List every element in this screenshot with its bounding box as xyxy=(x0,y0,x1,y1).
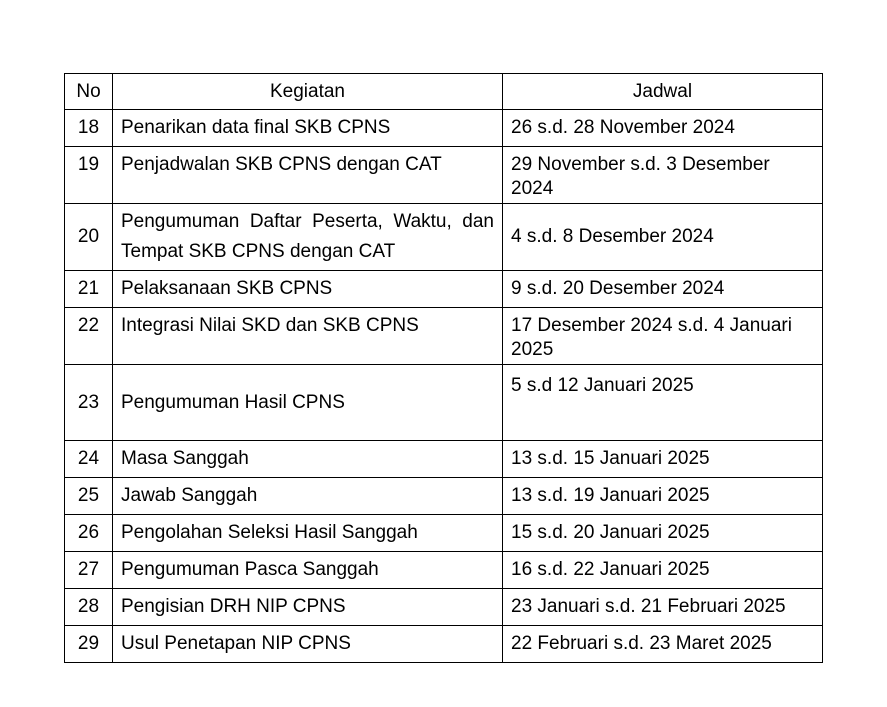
header-no: No xyxy=(65,74,113,110)
table-row xyxy=(65,589,823,626)
cell-kegiatan: Pelaksanaan SKB CPNS xyxy=(113,271,503,308)
cell-jadwal: 13 s.d. 19 Januari 2025 xyxy=(503,478,823,515)
cell-jadwal: 5 s.d 12 Januari 2025 xyxy=(503,365,823,441)
table-header-row xyxy=(65,74,823,110)
cell-jadwal: 16 s.d. 22 Januari 2025 xyxy=(503,552,823,589)
cell-jadwal: 23 Januari s.d. 21 Februari 2025 xyxy=(503,589,823,626)
cell-no: 19 xyxy=(65,147,113,204)
table-row xyxy=(65,147,823,204)
cell-jadwal: 15 s.d. 20 Januari 2025 xyxy=(503,515,823,552)
table-row xyxy=(65,626,823,663)
table-row xyxy=(65,441,823,478)
cell-kegiatan: Penjadwalan SKB CPNS dengan CAT xyxy=(113,147,503,204)
cell-kegiatan: Pengolahan Seleksi Hasil Sanggah xyxy=(113,515,503,552)
table-row xyxy=(65,308,823,365)
cell-no: 28 xyxy=(65,589,113,626)
cell-kegiatan: Pengisian DRH NIP CPNS xyxy=(113,589,503,626)
table-row xyxy=(65,204,823,271)
cell-no: 23 xyxy=(65,365,113,441)
cell-no: 26 xyxy=(65,515,113,552)
table-row xyxy=(65,478,823,515)
cell-kegiatan: Pengumuman Daftar Peserta, Waktu, dan Tempat SKB CPNS dengan CAT xyxy=(113,204,503,271)
cell-no: 29 xyxy=(65,626,113,663)
table-row xyxy=(65,110,823,147)
table-row xyxy=(65,552,823,589)
table-row xyxy=(65,271,823,308)
cell-jadwal: 9 s.d. 20 Desember 2024 xyxy=(503,271,823,308)
schedule-table xyxy=(64,73,823,663)
cell-jadwal: 4 s.d. 8 Desember 2024 xyxy=(503,204,823,271)
cell-jadwal: 22 Februari s.d. 23 Maret 2025 xyxy=(503,626,823,663)
cell-no: 18 xyxy=(65,110,113,147)
table-row xyxy=(65,365,823,441)
cell-jadwal: 26 s.d. 28 November 2024 xyxy=(503,110,823,147)
cell-kegiatan: Penarikan data final SKB CPNS xyxy=(113,110,503,147)
table-row xyxy=(65,515,823,552)
cell-jadwal: 17 Desember 2024 s.d. 4 Januari 2025 xyxy=(503,308,823,365)
cell-no: 20 xyxy=(65,204,113,271)
cell-no: 22 xyxy=(65,308,113,365)
cell-jadwal: 29 November s.d. 3 Desember 2024 xyxy=(503,147,823,204)
cell-kegiatan: Masa Sanggah xyxy=(113,441,503,478)
cell-no: 25 xyxy=(65,478,113,515)
cell-kegiatan: Integrasi Nilai SKD dan SKB CPNS xyxy=(113,308,503,365)
cell-no: 24 xyxy=(65,441,113,478)
header-jadwal: Jadwal xyxy=(503,74,823,110)
cell-kegiatan: Pengumuman Pasca Sanggah xyxy=(113,552,503,589)
cell-no: 21 xyxy=(65,271,113,308)
cell-kegiatan: Usul Penetapan NIP CPNS xyxy=(113,626,503,663)
header-kegiatan: Kegiatan xyxy=(113,74,503,110)
cell-kegiatan: Pengumuman Hasil CPNS xyxy=(113,365,503,441)
cell-no: 27 xyxy=(65,552,113,589)
cell-kegiatan: Jawab Sanggah xyxy=(113,478,503,515)
cell-jadwal: 13 s.d. 15 Januari 2025 xyxy=(503,441,823,478)
